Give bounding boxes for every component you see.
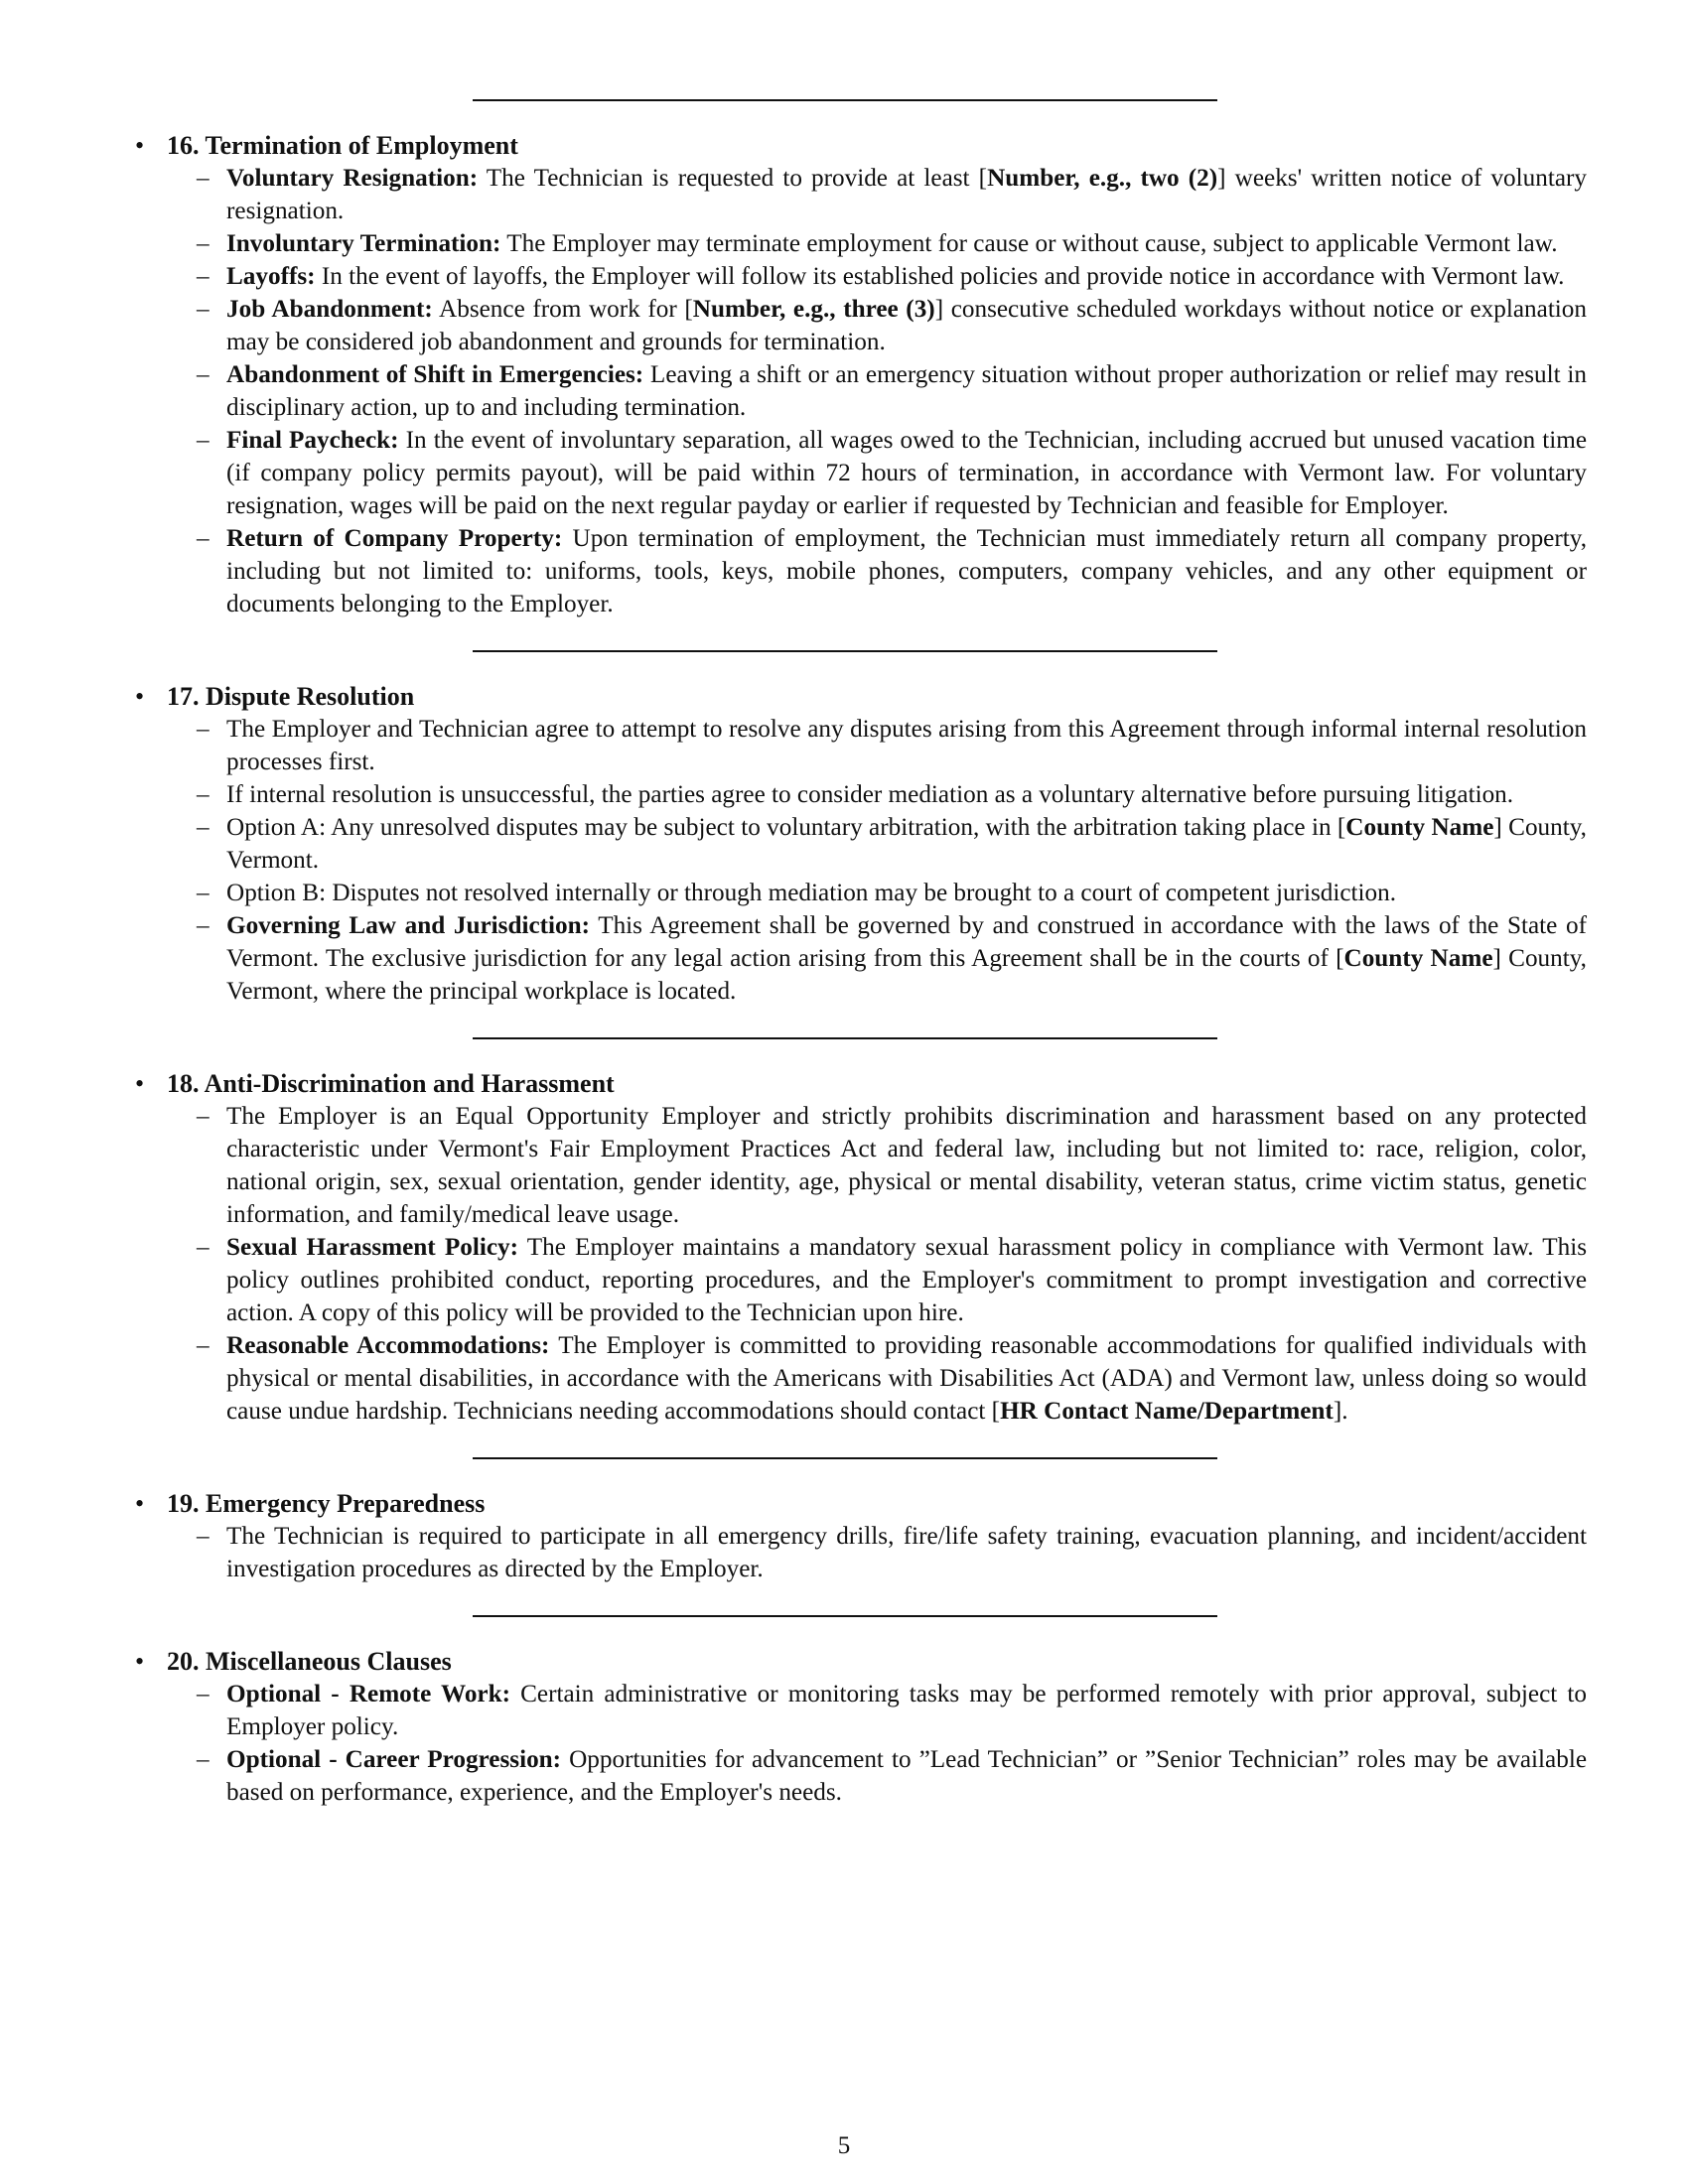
section-17 [132, 680, 1587, 1008]
clause-item [197, 227, 1587, 260]
dash-glyph: – [197, 1681, 210, 1707]
dash-glyph: – [197, 427, 210, 454]
clause-item [197, 1520, 1587, 1585]
clause-label: Voluntary Resignation: [226, 165, 479, 192]
clause-text: The Employer may terminate employment for cause or without cause, subject to applicable Vermont law. [500, 230, 1558, 257]
placeholder-field: County Name [1343, 945, 1493, 972]
clause-item [197, 1743, 1587, 1809]
dash-glyph: – [197, 1332, 210, 1359]
clause-list [132, 1520, 1587, 1585]
placeholder-field: Number, e.g., three (3) [692, 296, 935, 323]
clause-text: Leaving a shift or an emergency situation without proper authorization or relief may result in disciplinary action, up to and including termination. [226, 361, 1587, 421]
dash-glyph: – [197, 296, 210, 323]
clause-text-tail: ] County, Vermont. [226, 814, 1587, 874]
clause-label: Involuntary Termination: [226, 230, 501, 257]
clause-item [197, 293, 1587, 358]
section-title: 16. Termination of Employment [167, 131, 518, 160]
dash-glyph: – [197, 814, 210, 841]
clause-list [132, 1678, 1587, 1809]
clause-text: The Employer is an Equal Opportunity Employer and strictly prohibits discrimination and harassment based on any protected characteristic under Vermont's Fair Employment Practices Act and federal law, including but not limited to: race, religion, color, national origin, sex, sexual orientation, gender identity, age, physical or mental disability, veteran status, crime victim status, genetic information, and family/medical leave usage. [226, 1103, 1587, 1228]
clause-label: Governing Law and Jurisdiction: [226, 912, 591, 939]
clause-label: Sexual Harassment Policy: [226, 1234, 518, 1261]
clause-label: Layoffs: [226, 263, 316, 290]
clause-text-tail: ] weeks' written notice of voluntary resignation. [226, 165, 1587, 224]
dash-glyph: – [197, 716, 210, 743]
section-20 [132, 1645, 1587, 1809]
clause-item [197, 1231, 1588, 1329]
clause-label: Final Paycheck: [226, 427, 399, 454]
section-divider [473, 1037, 1217, 1039]
clause-text: Opportunities for advancement to ”Lead Technician” or ”Senior Technician” roles may be available based on performance, experience, and the Employer's needs. [226, 1746, 1587, 1806]
clause-item [197, 1100, 1587, 1231]
clause-text: The Technician is required to participate in all emergency drills, fire/life safety training, evacuation planning, and incident/accident investigation procedures as directed by the Employer. [226, 1523, 1587, 1582]
clause-label: Return of Company Property: [226, 525, 563, 552]
dash-glyph: – [197, 230, 210, 257]
clause-text: Certain administrative or monitoring tasks may be performed remotely with prior approval, subject to Employer policy. [226, 1681, 1587, 1740]
dash-glyph: – [197, 525, 210, 552]
section-title: 18. Anti-Discrimination and Harassment [167, 1069, 615, 1098]
bullet-glyph: • [135, 682, 145, 711]
clause-text: The Employer and Technician agree to attempt to resolve any disputes arising from this Agreement through informal internal resolution processes first. [226, 716, 1587, 775]
clause-text-tail: ] County, Vermont, where the principal workplace is located. [226, 945, 1587, 1005]
dash-glyph: – [197, 263, 210, 290]
dash-glyph: – [197, 1746, 210, 1773]
section-18 [132, 1067, 1587, 1428]
dash-glyph: – [197, 1523, 210, 1550]
section-divider [473, 1615, 1217, 1617]
section-heading [132, 129, 1587, 162]
clause-list [132, 1100, 1587, 1428]
bullet-glyph: • [135, 1489, 145, 1518]
bullet-glyph: • [135, 1647, 145, 1676]
clause-text-tail: ]. [1333, 1398, 1348, 1425]
clause-item [197, 358, 1587, 424]
clause-label: Optional - Remote Work: [226, 1681, 510, 1707]
clause-text: In the event of involuntary separation, all wages owed to the Technician, including accrued but unused vacation time (if company policy permits payout), will be paid within 72 hours of termination, in accordance with Vermont law. For voluntary resignation, wages will be paid on the next regular payday or earlier if requested by Technician and feasible for Employer. [226, 427, 1588, 519]
placeholder-field: County Name [1345, 814, 1494, 841]
clause-label: Abandonment of Shift in Emergencies: [226, 361, 644, 388]
clause-item [197, 1329, 1588, 1428]
clause-text: Absence from work for [ [432, 296, 693, 323]
placeholder-field: Number, e.g., two (2) [987, 165, 1218, 192]
section-19 [132, 1487, 1587, 1585]
dash-glyph: – [197, 165, 210, 192]
section-heading [132, 680, 1587, 713]
dash-glyph: – [197, 361, 210, 388]
clause-item [197, 713, 1587, 778]
page-number: 5 [837, 2132, 851, 2159]
dash-glyph: – [197, 912, 210, 939]
dash-glyph: – [197, 1103, 210, 1130]
clause-text: The Employer maintains a mandatory sexual harassment policy in compliance with Vermont law. This policy outlines prohibited conduct, reporting procedures, and the Employer's commitment to prompt investigation and corrective action. A copy of this policy will be provided to the Technician upon hire. [226, 1234, 1588, 1326]
clause-label: Optional - Career Progression: [226, 1746, 562, 1773]
clause-item [197, 778, 1587, 811]
placeholder-field: HR Contact Name/Department [1000, 1398, 1334, 1425]
document-page [132, 99, 1587, 1839]
section-divider [473, 1457, 1217, 1459]
clause-item [197, 522, 1587, 620]
dash-glyph: – [197, 781, 210, 808]
clause-text: Upon termination of employment, the Technician must immediately return all company property, including but not limited to: uniforms, tools, keys, mobile phones, computers, company vehicles, and any other equipment or documents belonging to the Employer. [226, 525, 1587, 617]
dash-glyph: – [197, 880, 210, 906]
clause-item [197, 260, 1587, 293]
clause-text: In the event of layoffs, the Employer will follow its established policies and provide notice in accordance with Vermont law. [315, 263, 1565, 290]
clause-item [197, 811, 1587, 877]
clause-text: The Employer is committed to providing reasonable accommodations for qualified individuals with physical or mental disabilities, in accordance with the Americans with Disabilities Act (ADA) and Vermont law, unless doing so would cause undue hardship. Technicians needing accommodations should contact [ [226, 1332, 1588, 1425]
clause-item [197, 877, 1587, 909]
clause-text: Option A: Any unresolved disputes may be subject to voluntary arbitration, with the arbitration taking place in [ [226, 814, 1346, 841]
section-divider [473, 650, 1217, 652]
section-title: 17. Dispute Resolution [167, 682, 415, 711]
section-heading [132, 1067, 1587, 1100]
dash-glyph: – [197, 1234, 210, 1261]
clause-list [132, 713, 1587, 1008]
clause-list [132, 162, 1587, 620]
clause-text: The Technician is requested to provide at least [ [478, 165, 988, 192]
clause-text: This Agreement shall be governed by and construed in accordance with the laws of the State of Vermont. The exclusive jurisdiction for any legal action arising from this Agreement shall be in the courts of [ [226, 912, 1587, 972]
clause-text: If internal resolution is unsuccessful, the parties agree to consider mediation as a voluntary alternative before pursuing litigation. [226, 781, 1514, 808]
clause-label: Job Abandonment: [226, 296, 433, 323]
section-heading [132, 1487, 1587, 1520]
clause-item [197, 909, 1587, 1008]
clause-item [197, 1678, 1587, 1743]
section-title: 19. Emergency Preparedness [167, 1489, 486, 1518]
clause-item [197, 424, 1588, 522]
section-divider [473, 99, 1217, 101]
section-16 [132, 129, 1587, 620]
bullet-glyph: • [135, 131, 145, 160]
section-title: 20. Miscellaneous Clauses [167, 1647, 452, 1676]
section-heading [132, 1645, 1587, 1678]
bullet-glyph: • [135, 1069, 145, 1098]
clause-text: Option B: Disputes not resolved internally or through mediation may be brought to a court of competent jurisdiction. [226, 880, 1396, 906]
clause-item [197, 162, 1587, 227]
clause-label: Reasonable Accommodations: [226, 1332, 550, 1359]
clause-text-tail: ] consecutive scheduled workdays without notice or explanation may be considered job abandonment and grounds for termination. [226, 296, 1587, 355]
